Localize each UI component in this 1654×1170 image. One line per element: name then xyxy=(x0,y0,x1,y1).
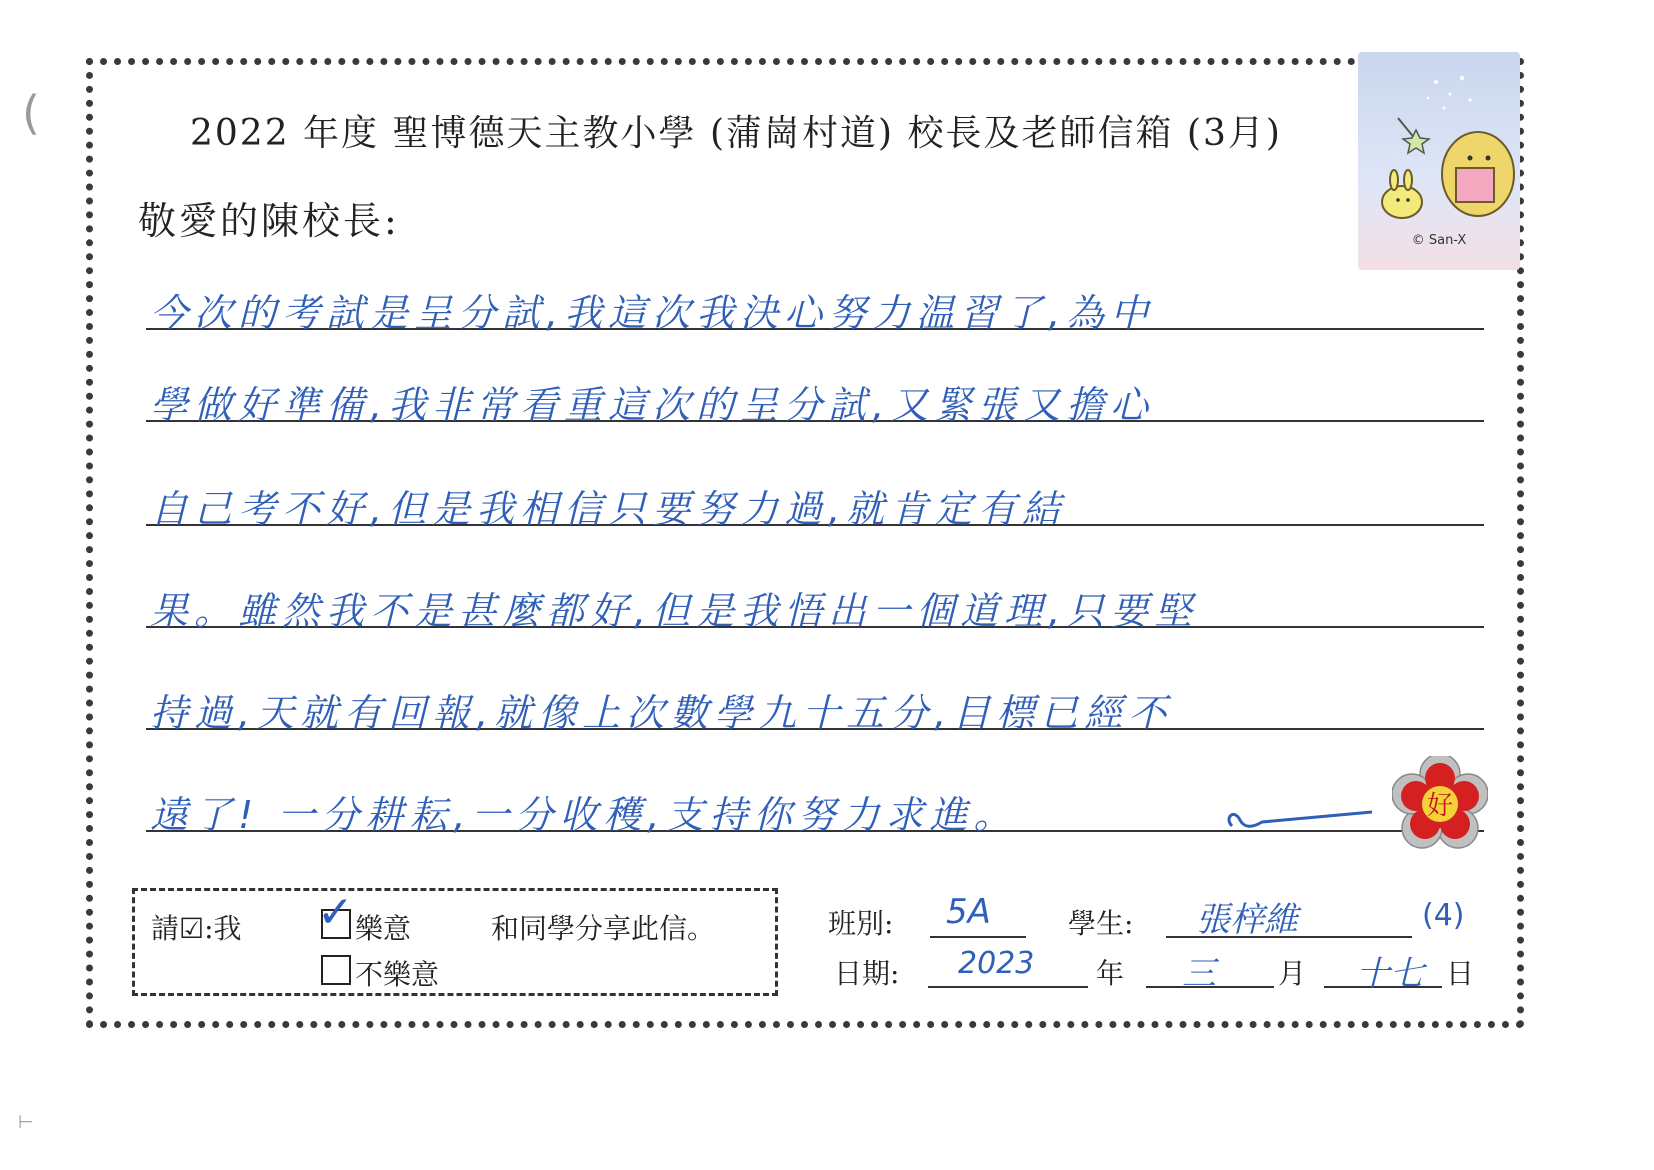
student-number: (4) xyxy=(1422,898,1465,933)
letter-line-1: 今次的考試是呈分試,我這次我決心努力温習了,為中 xyxy=(150,291,1155,335)
agree-label: 樂意 xyxy=(355,912,412,945)
disagree-checkbox[interactable] xyxy=(321,955,351,985)
letter-line-4: 果。雖然我不是甚麼都好,但是我悟出一個道理,只要堅 xyxy=(150,589,1199,633)
class-value: 5A xyxy=(946,892,991,932)
letter-line-6: 遠了! 一分耕耘,一分收穫,支持你努力求進。 xyxy=(150,793,1018,837)
letter-line-3: 自己考不好,但是我相信只要努力過,就肯定有結 xyxy=(150,487,1067,531)
sticker-image xyxy=(1358,52,1520,270)
consent-suffix: 和同學分享此信。 xyxy=(491,912,716,945)
disagree-label: 不樂意 xyxy=(355,958,440,991)
year-unit: 年 xyxy=(1096,957,1125,990)
month-value: 三 xyxy=(1182,954,1216,994)
badge-text: 好 xyxy=(1426,791,1454,821)
sticker-copyright: © San-X xyxy=(1411,233,1467,248)
agree-check-mark: ✓ xyxy=(317,887,354,938)
consent-prefix: 請☑:我 xyxy=(151,912,242,945)
scan-mark-bottom-left: ⊢ xyxy=(18,1112,34,1133)
year-blank xyxy=(928,986,1088,988)
student-label: 學生: xyxy=(1068,907,1134,940)
scan-mark-left: ( xyxy=(22,86,40,140)
letter-line-5: 持過,天就有回報,就像上次數學九十五分,目標已經不 xyxy=(150,691,1173,735)
month-unit: 月 xyxy=(1278,957,1307,990)
class-label: 班別: xyxy=(828,907,894,940)
good-badge xyxy=(1392,756,1488,852)
date-label: 日期: xyxy=(834,957,900,990)
page-title: 2022 年度 聖博德天主教小學 (蒲崗村道) 校長及老師信箱 (3月) xyxy=(190,113,1282,154)
letter-line-2: 學做好準備,我非常看重這次的呈分試,又緊張又擔心 xyxy=(150,383,1155,427)
student-value: 張梓維 xyxy=(1196,900,1298,940)
signature-flourish xyxy=(1222,798,1382,838)
consent-box xyxy=(132,888,778,996)
year-value: 2023 xyxy=(958,946,1035,981)
day-value: 十七 xyxy=(1356,954,1424,994)
class-blank xyxy=(930,936,1026,938)
day-unit: 日 xyxy=(1446,957,1475,990)
salutation: 敬愛的陳校長: xyxy=(138,199,400,243)
